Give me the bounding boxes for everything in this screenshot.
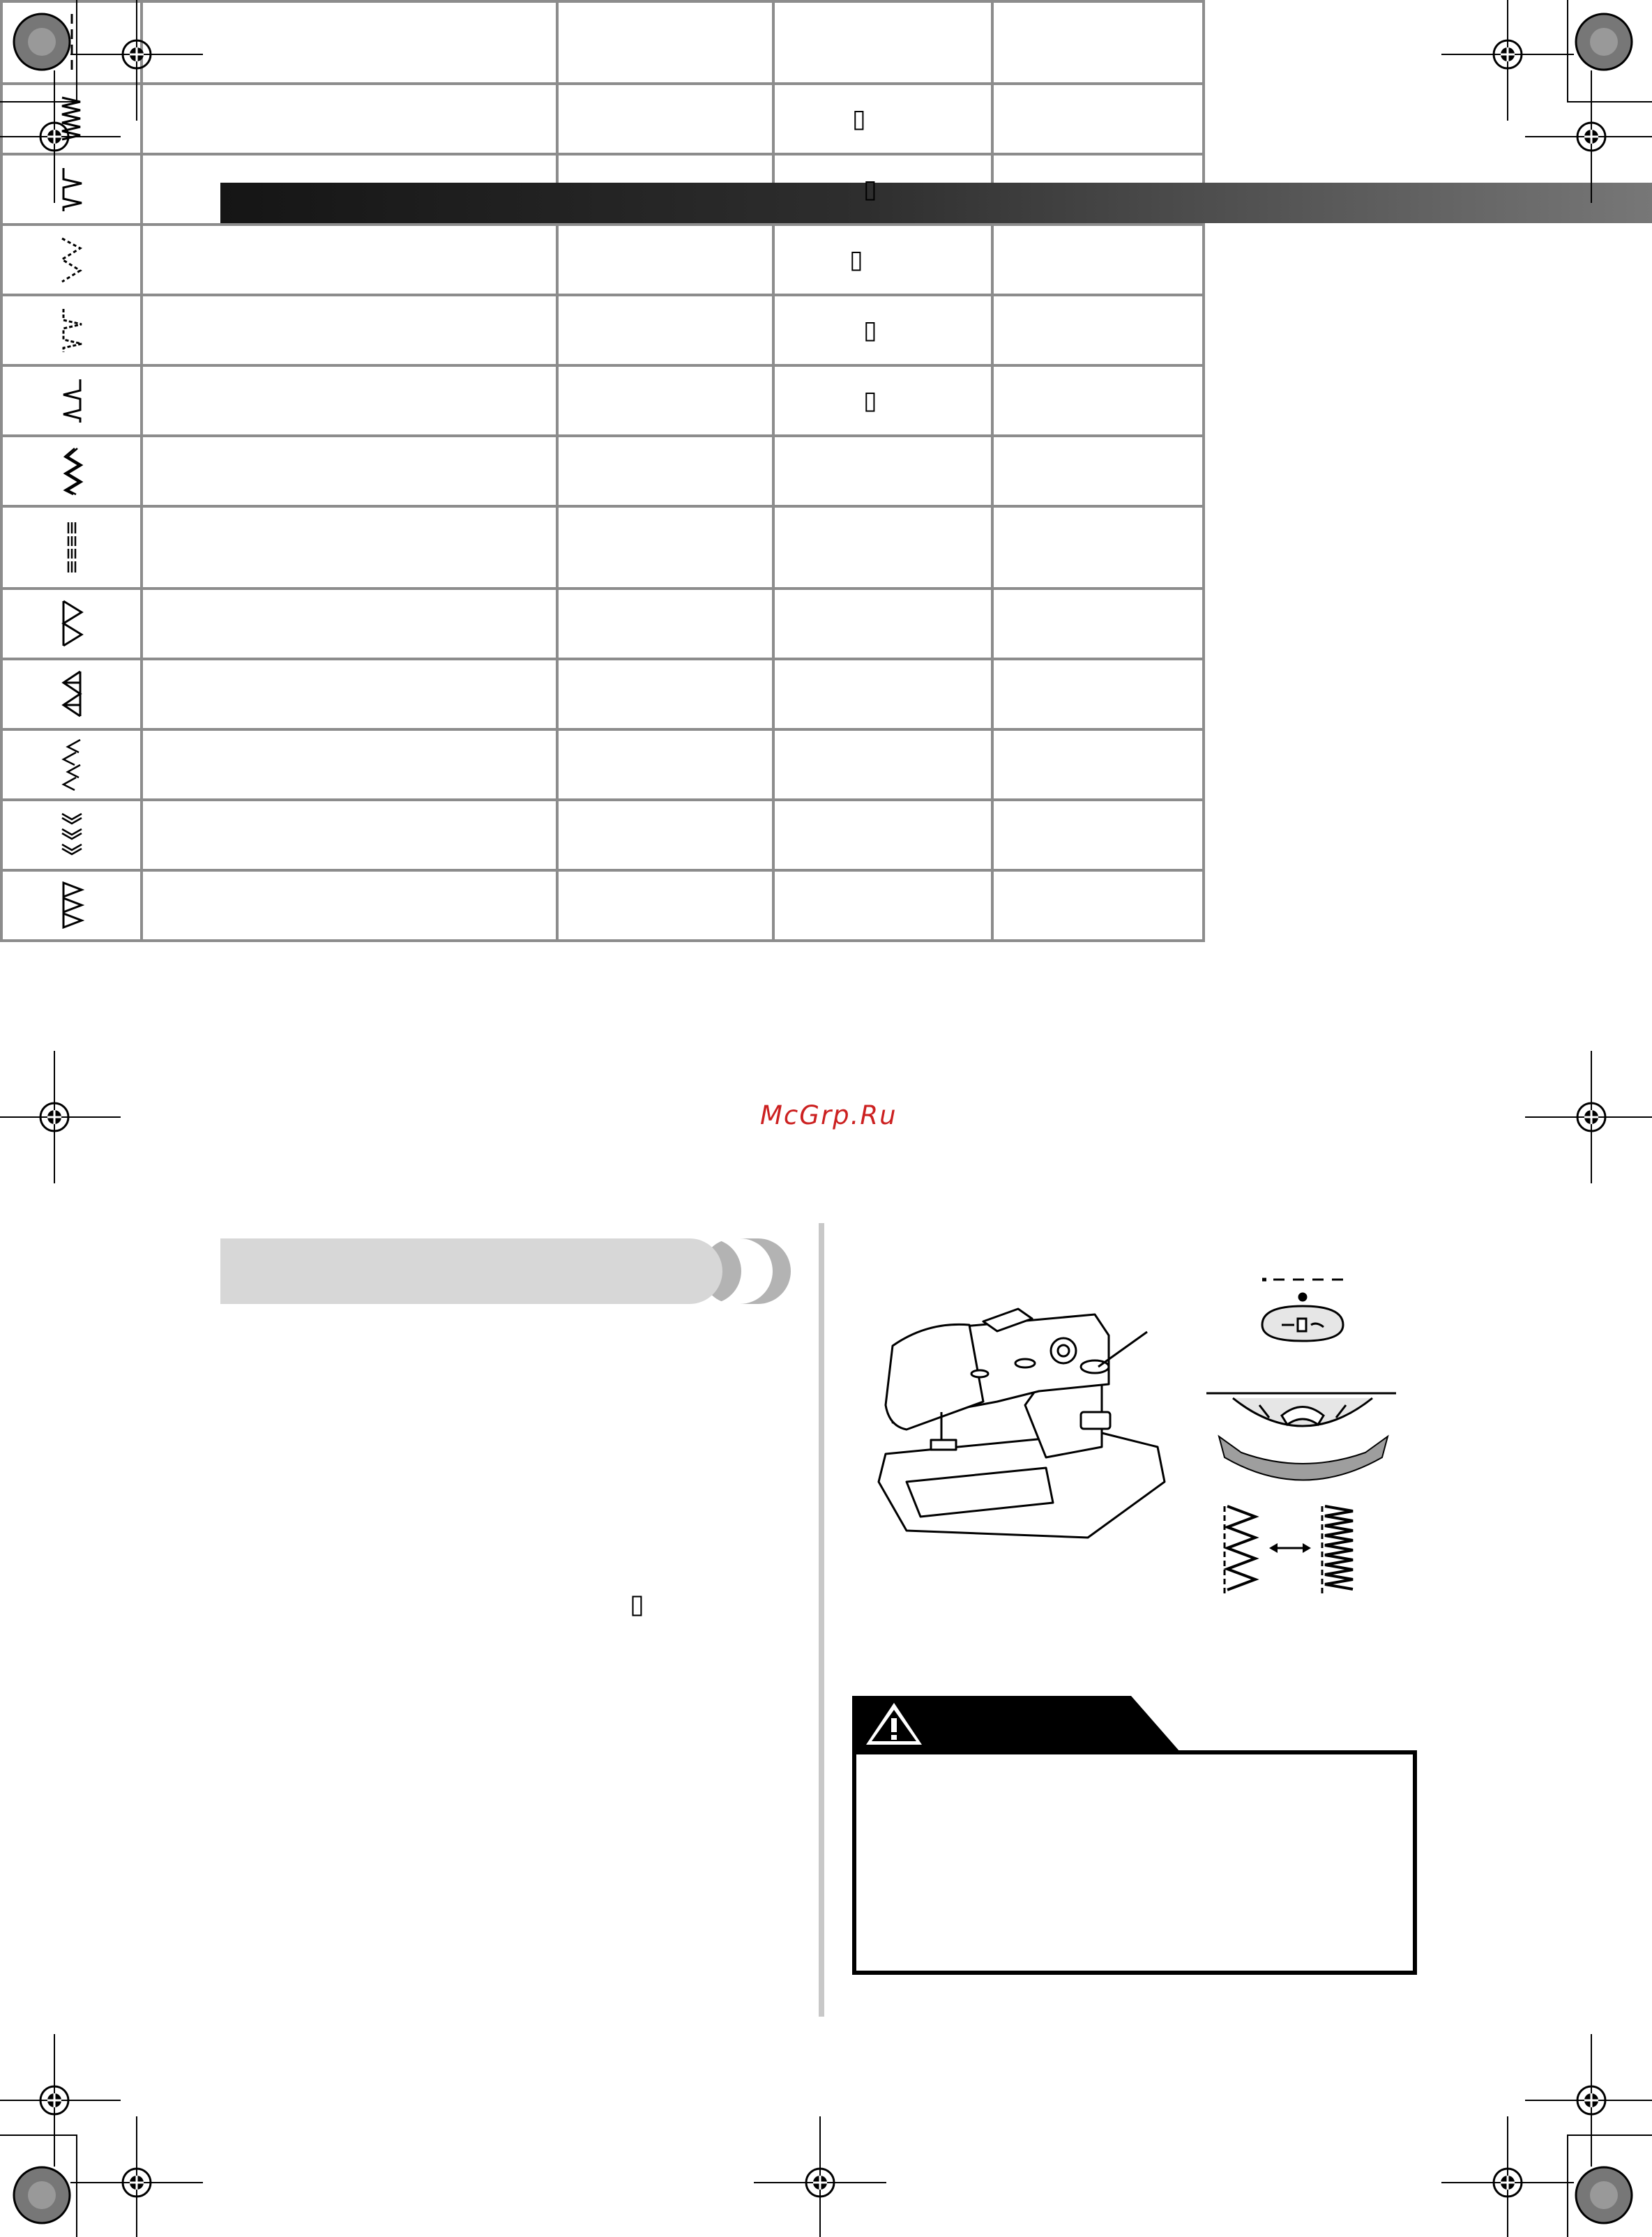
watermark-text: McGrp.Ru: [760, 1100, 897, 1130]
needle-position-glyph: ▯: [851, 104, 866, 133]
needle-position-glyph: ▯: [849, 245, 863, 274]
needle-position-glyph: ▯: [863, 174, 877, 204]
needle-position-glyph: ▯: [630, 1588, 644, 1619]
needle-position-glyph: ▯: [863, 315, 877, 344]
needle-position-glyph: ▯: [863, 386, 877, 415]
